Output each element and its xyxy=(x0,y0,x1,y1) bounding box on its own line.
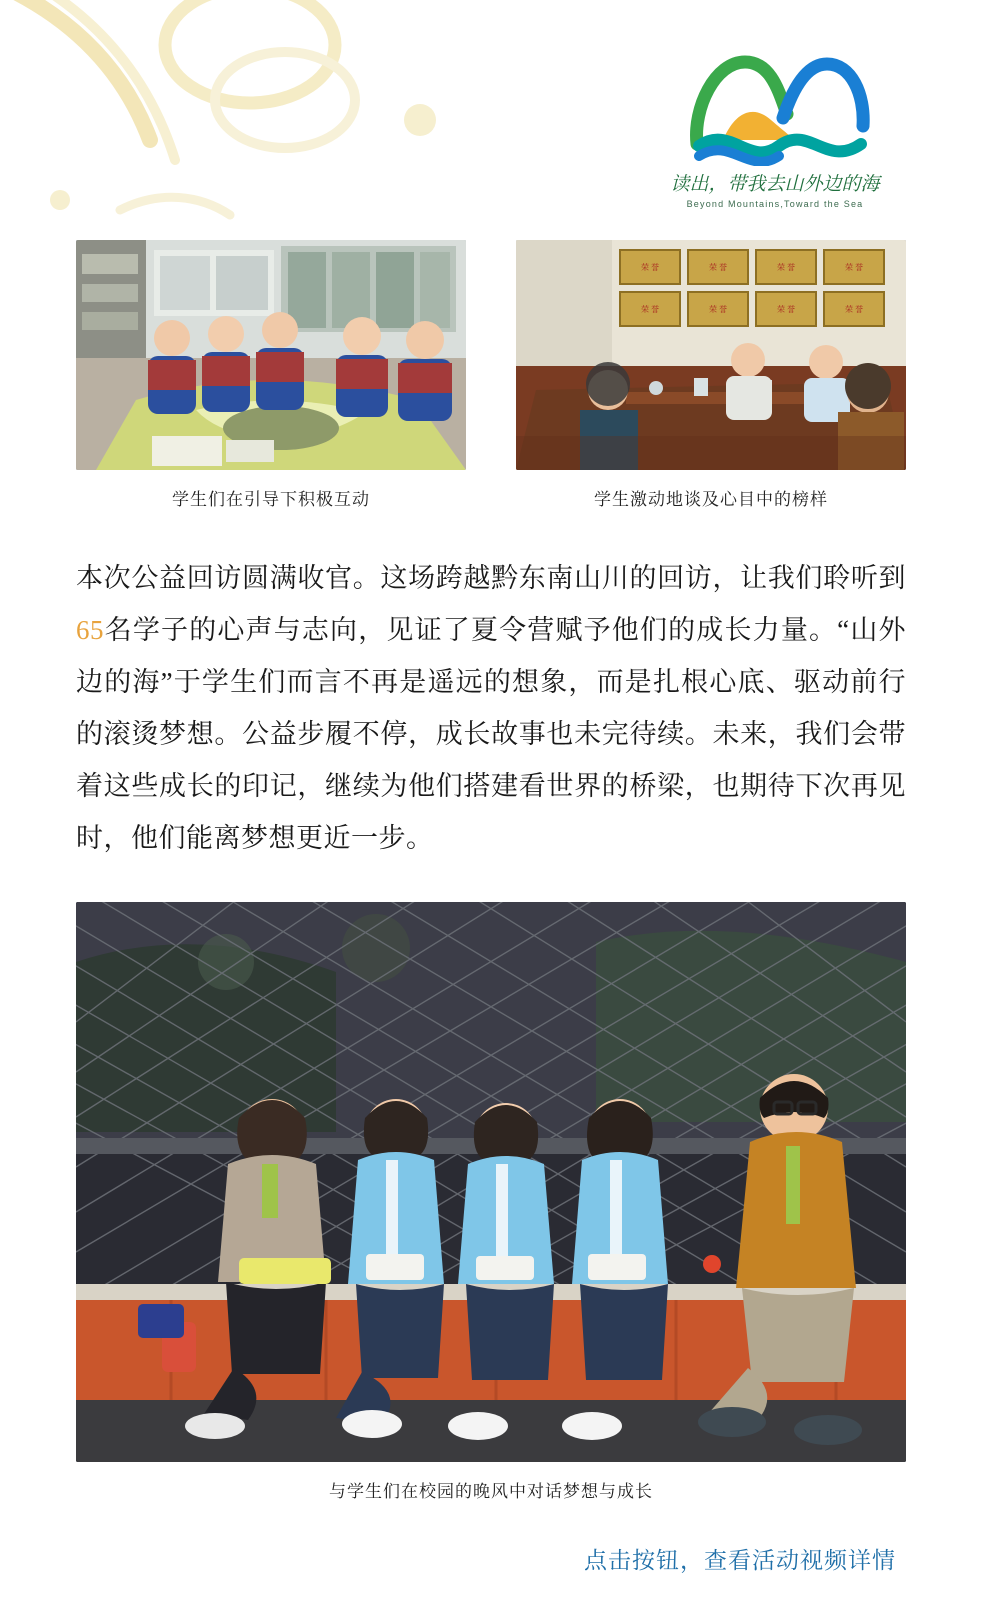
svg-text:荣 誉: 荣 誉 xyxy=(777,263,795,272)
caption-bottom: 与学生们在校园的晚风中对话梦想与成长 xyxy=(329,1482,653,1501)
paragraph-highlight-count: 65 xyxy=(76,615,104,645)
photo-cell-left xyxy=(76,240,466,510)
mountain-sea-logo-icon xyxy=(675,48,875,166)
svg-text:Beyond Mountains,Toward the Se: Beyond Mountains,Toward the Sea xyxy=(686,199,864,209)
svg-text:荣 誉: 荣 誉 xyxy=(845,263,863,272)
paragraph-part-1: 本次公益回访圆满收官。这场跨越黔东南山川的回访，让我们聆听到 xyxy=(76,563,906,593)
video-cta-text[interactable]: 点击按钮，查看活动视频详情 xyxy=(584,1548,896,1573)
brand-slogan-cn xyxy=(660,170,890,196)
photo-cell-right xyxy=(516,240,906,510)
page-header xyxy=(0,0,982,240)
photo-students-interacting xyxy=(76,240,466,470)
photo-campus-evening-talk xyxy=(76,902,906,1462)
article-paragraph xyxy=(76,552,906,864)
photo-students-talking xyxy=(516,240,906,470)
svg-text:读出，带我去山外边的海: 读出，带我去山外边的海 xyxy=(670,174,880,195)
brand-slogan-en xyxy=(660,196,890,210)
brand-logo xyxy=(660,48,890,210)
svg-text:荣 誉: 荣 誉 xyxy=(845,305,863,314)
caption-top-left: 学生们在引导下积极互动 xyxy=(172,490,370,509)
svg-text:荣 誉: 荣 誉 xyxy=(641,305,659,314)
top-photo-row xyxy=(0,240,982,510)
svg-text:荣 誉: 荣 誉 xyxy=(709,263,727,272)
svg-text:荣 誉: 荣 誉 xyxy=(641,263,659,272)
slogan-cn-art xyxy=(660,170,890,196)
caption-top-right: 学生激动地谈及心目中的榜样 xyxy=(594,490,828,509)
svg-text:荣 誉: 荣 誉 xyxy=(709,305,727,314)
slogan-en-art xyxy=(660,196,890,210)
svg-text:荣 誉: 荣 誉 xyxy=(777,305,795,314)
paragraph-part-3: 名学子的心声与志向，见证了夏令营赋予他们的成长力量。“山外边的海”于学生们而言不再是遥远的想象，而是扎根心底、驱动前行的滚烫梦想。公益步履不停，成长故事也未完待续。未来，我们会带着这些成长的印记，继续为他们搭建看世界的桥梁，也期待下次再见时，他们能离梦想更近一步。 xyxy=(76,615,906,853)
bottom-photo-block xyxy=(0,902,982,1502)
